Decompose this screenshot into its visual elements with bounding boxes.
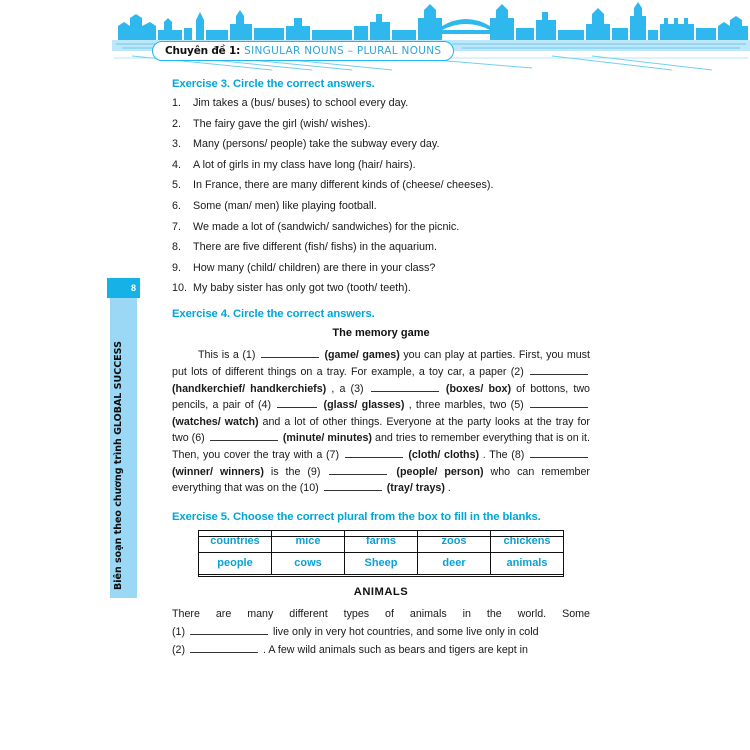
exercise5-passage-line-1: There are many different types of animals in the world. Some	[172, 607, 590, 620]
fill-in-blank[interactable]	[210, 430, 278, 441]
word-box-cell[interactable]: mice	[272, 530, 345, 552]
exercise3-question-item	[172, 118, 590, 131]
question-number: 3.	[172, 138, 182, 151]
exercise5-blank-1-number: (1)	[172, 625, 186, 638]
fill-in-blank[interactable]	[530, 364, 588, 375]
word-box-table	[198, 530, 564, 575]
exercise5-passage-line-3	[172, 641, 590, 659]
passage-text: you can play at parties. First, you must put lots of different things on a tray. For example, a toy car, a paper (2)	[172, 349, 590, 378]
answer-choice-pair[interactable]: (glass/ glasses)	[323, 399, 409, 412]
question-number: 6.	[172, 199, 182, 212]
exercise3-question-item	[172, 200, 590, 213]
answer-choice-pair[interactable]: (game/ games)	[324, 349, 404, 362]
word-box-wrapper	[172, 530, 590, 575]
question-number: 2.	[172, 117, 182, 130]
page-number: 8	[107, 278, 140, 298]
word-box-cell[interactable]: animals	[491, 552, 564, 574]
question-text[interactable]: There are five different (fish/ fishs) in the aquarium.	[193, 241, 438, 254]
word-box-cell[interactable]: Sheep	[345, 552, 418, 574]
exercise3-heading: Exercise 3. Circle the correct answers.	[172, 78, 375, 90]
question-text[interactable]: My baby sister has only got two (tooth/ teeth).	[193, 282, 411, 295]
question-text[interactable]: In France, there are many different kinds of (cheese/ cheeses).	[193, 179, 494, 192]
london-skyline-icon	[112, 0, 750, 72]
chapter-label-vietnamese: Chuyên đề 1:	[165, 45, 241, 57]
worksheet-content	[172, 78, 590, 659]
word-box-cell[interactable]: cows	[272, 552, 345, 574]
exercise5-heading: Exercise 5. Choose the correct plural from the box to fill in the blanks.	[172, 510, 541, 523]
chapter-title-pill	[152, 41, 454, 61]
word-box-cell[interactable]: people	[199, 552, 272, 574]
exercise5-blank-2-number: (2)	[172, 643, 186, 656]
exercise5-passage-line-2	[172, 623, 590, 641]
word-box-row	[199, 552, 564, 574]
word-box-cell[interactable]: zoos	[418, 530, 491, 552]
answer-choice-pair[interactable]: (winner/ winners)	[172, 465, 271, 478]
question-number: 10.	[172, 282, 188, 295]
exercise3-question-item	[172, 262, 590, 275]
answer-choice-pair[interactable]: (tray/ trays)	[386, 482, 448, 495]
fill-in-blank[interactable]	[345, 447, 403, 458]
question-number: 4.	[172, 158, 182, 171]
fill-in-blank[interactable]	[324, 480, 382, 491]
question-number: 9.	[172, 261, 182, 274]
exercise3-question-item	[172, 97, 590, 110]
fill-in-blank[interactable]	[261, 347, 319, 358]
answer-choice-pair[interactable]: (cloth/ cloths)	[408, 448, 483, 461]
word-box-cell[interactable]: chickens	[491, 530, 564, 552]
question-text[interactable]: Jim takes a (bus/ buses) to school every day.	[193, 97, 409, 109]
passage-text: , a (3)	[331, 382, 369, 395]
passage-text: .	[447, 482, 451, 495]
question-text[interactable]: We made a lot of (sandwich/ sandwiches) for the picnic.	[193, 220, 460, 233]
passage-text: of bottons, two pencils, a pair of (4)	[172, 382, 590, 412]
answer-choice-pair[interactable]: (minute/ minutes)	[282, 432, 375, 445]
exercise5-passage-line-3-text: . A few wild animals such as bears and tigers are kept in	[263, 643, 528, 656]
passage-text: who can remember everything that was on the (10)	[172, 465, 590, 495]
exercise3-question-item	[172, 138, 590, 151]
question-text[interactable]: A lot of girls in my class have long (hair/ hairs).	[193, 158, 416, 171]
word-box-row	[199, 530, 564, 552]
header-banner	[112, 0, 750, 72]
passage-text: , three marbles, two (5)	[408, 399, 528, 412]
passage-text: is the (9)	[270, 465, 328, 478]
answer-choice-pair[interactable]: (boxes/ box)	[445, 382, 517, 395]
word-box-cell[interactable]: deer	[418, 552, 491, 574]
question-text[interactable]: Some (man/ men) like playing football.	[193, 199, 377, 212]
exercise3-question-item	[172, 282, 590, 295]
word-box-cell[interactable]: farms	[345, 530, 418, 552]
answer-choice-pair[interactable]: (handkerchief/ handkerchiefs)	[172, 382, 332, 395]
fill-in-blank[interactable]	[530, 447, 588, 458]
question-number: 5.	[172, 179, 182, 192]
question-number: 7.	[172, 220, 182, 233]
exercise5-passage-line-2-text: live only in very hot countries, and some live only in cold	[273, 625, 539, 638]
exercise4-passage-title: The memory game	[332, 327, 430, 340]
exercise3-question-item	[172, 179, 590, 192]
passage-text: . The (8)	[482, 448, 529, 461]
fill-in-blank[interactable]	[371, 381, 439, 392]
passage-text: This is a (1)	[198, 349, 259, 362]
sidebar-strip	[110, 298, 137, 598]
exercise5-blank-1[interactable]	[190, 624, 268, 635]
question-text[interactable]: Many (persons/ people) take the subway every day.	[193, 138, 440, 151]
exercise5-passage-title: ANIMALS	[353, 585, 409, 598]
exercise3-question-item	[172, 159, 590, 172]
exercise3-question-list	[172, 97, 590, 295]
word-box-cell[interactable]: countries	[199, 530, 272, 552]
question-text[interactable]: How many (child/ children) are there in your class?	[193, 261, 436, 274]
fill-in-blank[interactable]	[329, 464, 387, 475]
passage-text: and tries to remember everything that is on it. Then, you cover the tray with a (7)	[172, 432, 590, 461]
question-number: 8.	[172, 241, 182, 254]
exercise5-blank-2[interactable]	[190, 642, 258, 653]
sidebar-vertical-label: Biên soạn theo chương trình GLOBAL SUCCESS	[112, 341, 124, 590]
fill-in-blank[interactable]	[530, 397, 588, 408]
exercise3-question-item	[172, 241, 590, 254]
left-sidebar	[107, 278, 140, 598]
fill-in-blank[interactable]	[277, 397, 317, 408]
question-text[interactable]: The fairy gave the girl (wish/ wishes).	[193, 117, 371, 130]
question-number: 1.	[172, 97, 182, 109]
exercise3-question-item	[172, 221, 590, 234]
chapter-label-english: SINGULAR NOUNS – PLURAL NOUNS	[244, 45, 442, 57]
answer-choice-pair[interactable]: (watches/ watch)	[172, 415, 263, 428]
answer-choice-pair[interactable]: (people/ person)	[396, 465, 491, 478]
passage-text: and a lot of other things. Everyone at the party looks at the tray for two (6)	[172, 415, 590, 445]
exercise4-heading: Exercise 4. Circle the correct answers.	[172, 308, 375, 321]
exercise4-passage	[172, 347, 590, 496]
